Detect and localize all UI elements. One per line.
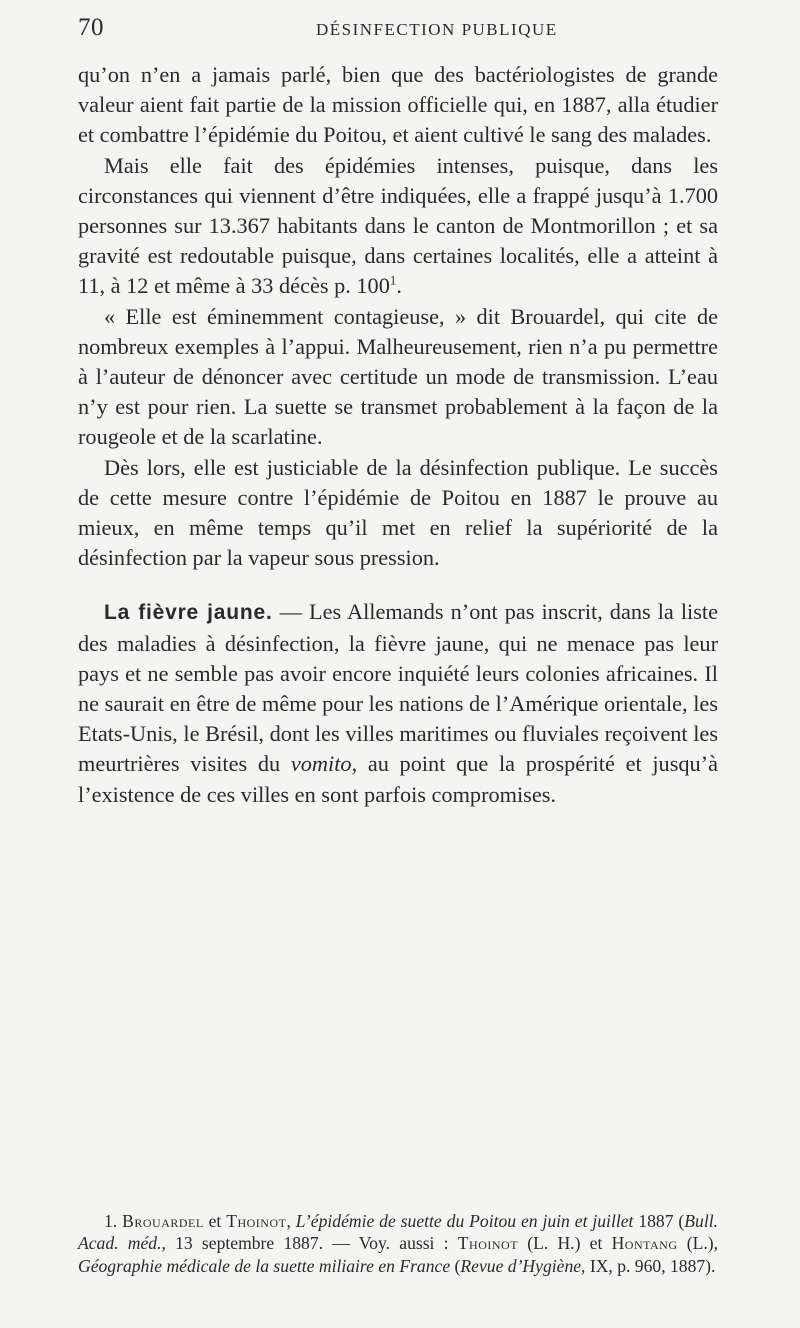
body-text <box>78 60 718 810</box>
section-heading: La fièvre jaune. <box>104 601 273 625</box>
paragraph-5-text-a: — Les Allemands n’ont pas inscrit, dans la liste des maladies à désinfection, la fièvre jaune, qui ne menace pas leur pays et ne semble pas avoir encore inquiété leurs colonies africaines. Il ne saurait en être de même pour les nations de l’Amérique orientale, les Etats-Unis, le Brésil, dont les villes maritimes ou fluviales reçoivent les meurtrières visites du <box>78 599 718 777</box>
footnote-ref-1: , 13 septembre 1887. — Voy. aussi : <box>161 1233 458 1254</box>
footnote-conjunction: et <box>203 1211 227 1231</box>
footnote-year: 1887 ( <box>633 1211 685 1231</box>
footnote-separator: , <box>286 1211 296 1231</box>
footnote-initials-3: (L. H.) et <box>518 1233 612 1254</box>
footnote-1 <box>78 1210 718 1277</box>
footnote-paren: ( <box>450 1255 461 1276</box>
footnote-title-1: L’épidémie de suette du Poitou en juin et juillet <box>295 1211 634 1231</box>
paragraph-2 <box>78 151 718 302</box>
footnote-number: 1. <box>104 1211 118 1231</box>
footnote-author-3: Thoinot <box>457 1233 519 1254</box>
footnote-reference: 1 <box>389 273 397 288</box>
page-number: 70 <box>78 14 104 41</box>
paragraph-5-text-b: , au point que la prospérité et jusqu’à l’existence de ces villes en sont parfois compromises. <box>78 751 718 807</box>
page-header <box>78 14 718 44</box>
footnote-initials-4: (L.), <box>677 1233 718 1254</box>
running-head: DÉSINFECTION PUBLIQUE <box>316 20 558 39</box>
footnotes <box>78 1210 718 1277</box>
footnote-ref-2: , IX, p. 960, 1887). <box>581 1255 716 1276</box>
paragraph-5-italic: vomito <box>290 751 352 777</box>
paragraph-1: qu’on n’en a jamais parlé, bien que des bactériologistes de grande valeur aient fait partie de la mission officielle qui, en 1887, alla étudier et combattre l’épidémie du Poitou, et aient cultivé le sang des malades. <box>78 62 718 148</box>
footnote-author-2: Thoinot <box>226 1211 287 1231</box>
footnote-journal-2: Revue d’Hygiène <box>460 1255 582 1276</box>
footnote-author-1: Brouardel <box>122 1211 204 1231</box>
footnote-journal-1: Bull. Acad. méd. <box>78 1211 719 1254</box>
paragraph-2-text: Mais elle fait des épidémies intenses, puisque, dans les circonstances qui viennent d’être indiquées, elle a frappé jusqu’à 1.700 personnes sur 13.367 habitants dans le canton de Montmorillon ; et sa gravité est redoutable puisque, dans certaines localités, elle a atteint à 11, à 12 et même à 33 décès p. 100 <box>78 152 718 299</box>
paragraph-2-end: . <box>396 273 402 299</box>
paragraph-5 <box>78 597 718 809</box>
footnote-title-2: Géographie médicale de la suette miliaire en France <box>78 1255 451 1276</box>
paragraph-4: Dès lors, elle est justiciable de la désinfection publique. Le succès de cette mesure contre l’épidémie de Poitou en 1887 le prouve au mieux, en même temps qu’il met en relief la supériorité de la désinfection par la vapeur sous pression. <box>78 454 718 571</box>
footnote-author-4: Hontang <box>611 1233 678 1254</box>
paragraph-3: « Elle est éminemment contagieuse, » dit Brouardel, qui cite de nombreux exemples à l’appui. Malheureusement, rien n’a pu permettre à l’auteur de dénoncer avec certitude un mode de transmission. L’eau n’y est pour rien. La suette se transmet probablement à la façon de la rougeole et de la scarlatine. <box>78 303 718 450</box>
